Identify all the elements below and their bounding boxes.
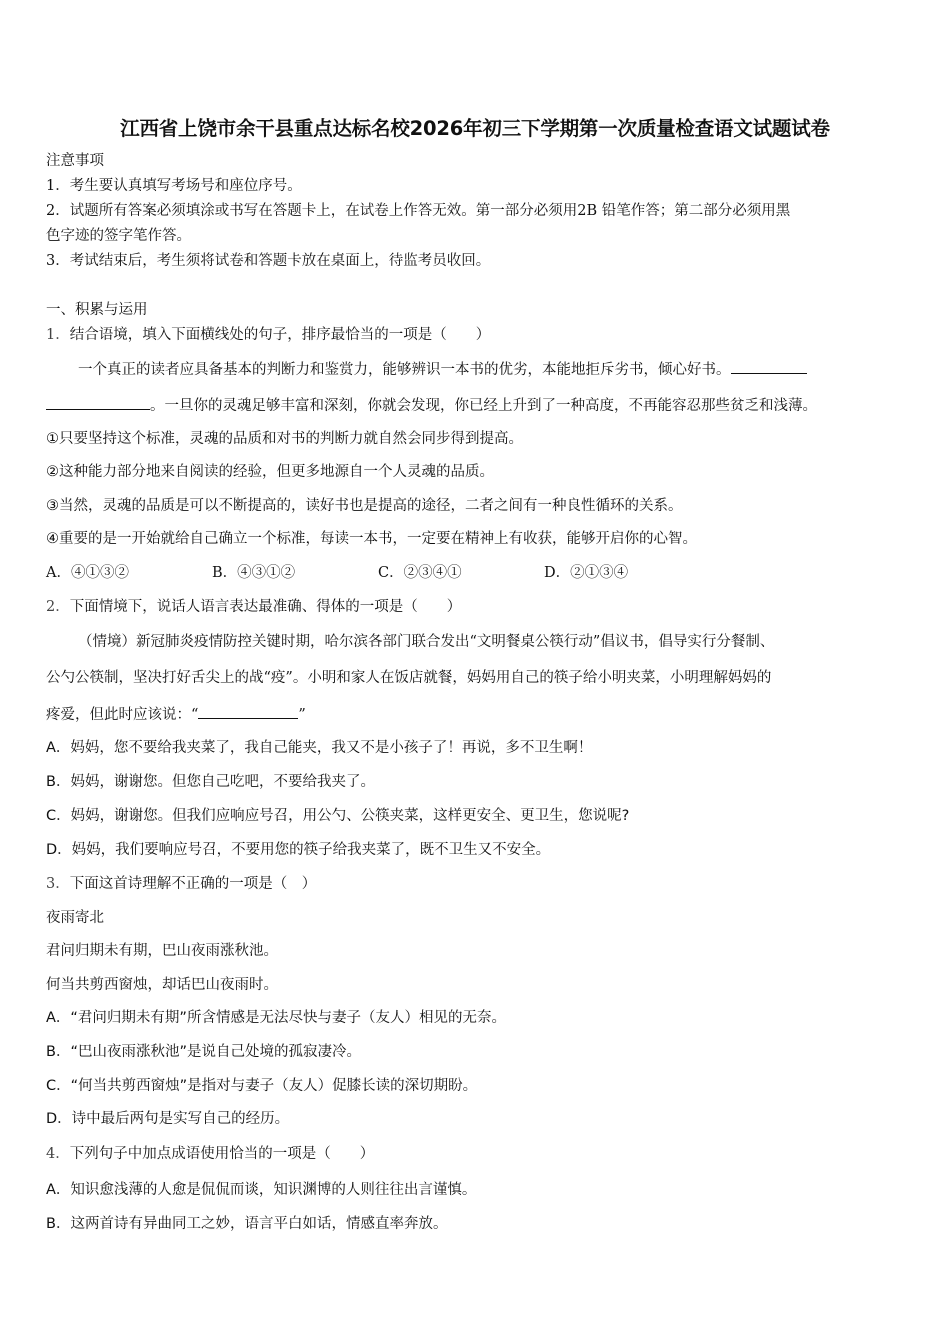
answer-blank: [731, 359, 807, 374]
question-3-stem: [46, 874, 316, 894]
question-1-passage-cont: [46, 395, 817, 416]
answer-blank: [198, 704, 298, 719]
notice-item: 3．考试结束后，考生须将试卷和答题卡放在桌面上，待监考员收回。: [46, 253, 491, 269]
choice-a: A．④①③②: [46, 565, 129, 581]
question-2-stem: [46, 597, 461, 617]
choice-c: C．“何当共剪西窗烛”是指对与妻子（友人）促膝长读的深切期盼。: [46, 1078, 478, 1094]
choice-d: D．妈妈，我们要响应号召，不要用您的筷子给我夹菜了，既不卫生又不安全。: [46, 842, 551, 858]
page-title: 江西省上饶市余干县重点达标名校2026年初三下学期第一次质量检查语文试题试卷: [120, 117, 830, 140]
question-2-context: [46, 704, 306, 725]
poem-title: 夜雨寄北: [46, 910, 104, 926]
question-2-context: （情境）新冠肺炎疫情防控关键时期，哈尔滨各部门联合发出“文明餐桌公筷行动”倡议书，倡导实行分餐制、: [78, 634, 775, 650]
section-heading: 一、积累与运用: [46, 302, 148, 318]
sentence-option: ①只要坚持这个标准，灵魂的品质和对书的判断力就自然会同步得到提高。: [46, 431, 523, 447]
notice-item: 1．考生要认真填写考场号和座位序号。: [46, 178, 302, 194]
question-stem: 下面这首诗理解不正确的一项是（ ）: [69, 876, 317, 892]
question-4-stem: [46, 1144, 374, 1164]
choice-b: B．④③①②: [212, 565, 296, 581]
context-text: 疼爱，但此时应该说：“: [46, 707, 199, 723]
choice-b: B．妈妈，谢谢您。但您自己吃吧，不要给我夹了。: [46, 774, 375, 790]
choice-b: B．“巴山夜雨涨秋池”是说自己处境的孤寂凄冷。: [46, 1044, 361, 1060]
choice-c: C．②③④①: [378, 565, 462, 581]
choice-a: A．“君问归期未有期”所含情感是无法尽快与妻子（友人）相见的无奈。: [46, 1010, 506, 1026]
choice-d: D．②①③④: [544, 565, 629, 581]
choice-c: C．妈妈，谢谢您。但我们应响应号召，用公勺、公筷夹菜，这样更安全、更卫生，您说呢?: [46, 808, 630, 824]
context-text: ”: [298, 707, 306, 723]
passage-text: 一个真正的读者应具备基本的判断力和鉴赏力，能够辨识一本书的优劣，本能地拒斥劣书，倾心好书。: [78, 362, 731, 378]
question-stem: 下面情境下，说话人语言表达最准确、得体的一项是（ ）: [69, 599, 462, 615]
question-number: 4．: [46, 1146, 70, 1162]
choice-d: D．诗中最后两句是实写自己的经历。: [46, 1111, 290, 1127]
question-number: 2．: [46, 599, 70, 615]
poem-line: 君问归期未有期，巴山夜雨涨秋池。: [46, 943, 278, 959]
sentence-option: ③当然，灵魂的品质是可以不断提高的，读好书也是提高的途径，二者之间有一种良性循环的关系。: [46, 498, 683, 514]
poem-line: 何当共剪西窗烛，却话巴山夜雨时。: [46, 977, 278, 993]
question-stem: 结合语境，填入下面横线处的句子，排序最恰当的一项是（ ）: [69, 327, 491, 343]
question-1-stem: [46, 325, 490, 345]
question-stem: 下列句子中加点成语使用恰当的一项是（ ）: [69, 1146, 375, 1162]
question-2-context: 公勺公筷制，坚决打好舌尖上的战“疫”。小明和家人在饭店就餐，妈妈用自己的筷子给小明夹菜，小明理解妈妈的: [46, 670, 772, 686]
passage-text: 。一旦你的灵魂足够丰富和深刻，你就会发现，你已经上升到了一种高度，不再能容忍那些贫乏和浅薄。: [150, 398, 817, 414]
question-1-choices: [46, 563, 628, 583]
sentence-option: ②这种能力部分地来自阅读的经验，但更多地源自一个人灵魂的品质。: [46, 464, 494, 480]
notice-item: 2．试题所有答案必须填涂或书写在答题卡上，在试卷上作答无效。第一部分必须用2B 铅笔作答；第二部分必须用黑: [46, 203, 791, 219]
question-number: 1．: [46, 327, 70, 343]
notice-item: 色字迹的签字笔作答。: [46, 228, 191, 244]
answer-blank: [46, 395, 150, 410]
question-1-passage: [78, 359, 807, 380]
question-number: 3．: [46, 876, 70, 892]
sentence-option: ④重要的是一开始就给自己确立一个标准，每读一本书，一定要在精神上有收获，能够开启你的心智。: [46, 531, 697, 547]
choice-a: A．妈妈，您不要给我夹菜了，我自己能夹，我又不是小孩子了！再说，多不卫生啊！: [46, 740, 593, 756]
choice-a: A．知识愈浅薄的人愈是侃侃而谈，知识渊博的人则往往出言谨慎。: [46, 1182, 477, 1198]
notice-heading: 注意事项: [46, 153, 104, 169]
choice-b: B．这两首诗有异曲同工之妙，语言平白如话，情感直率奔放。: [46, 1216, 448, 1232]
